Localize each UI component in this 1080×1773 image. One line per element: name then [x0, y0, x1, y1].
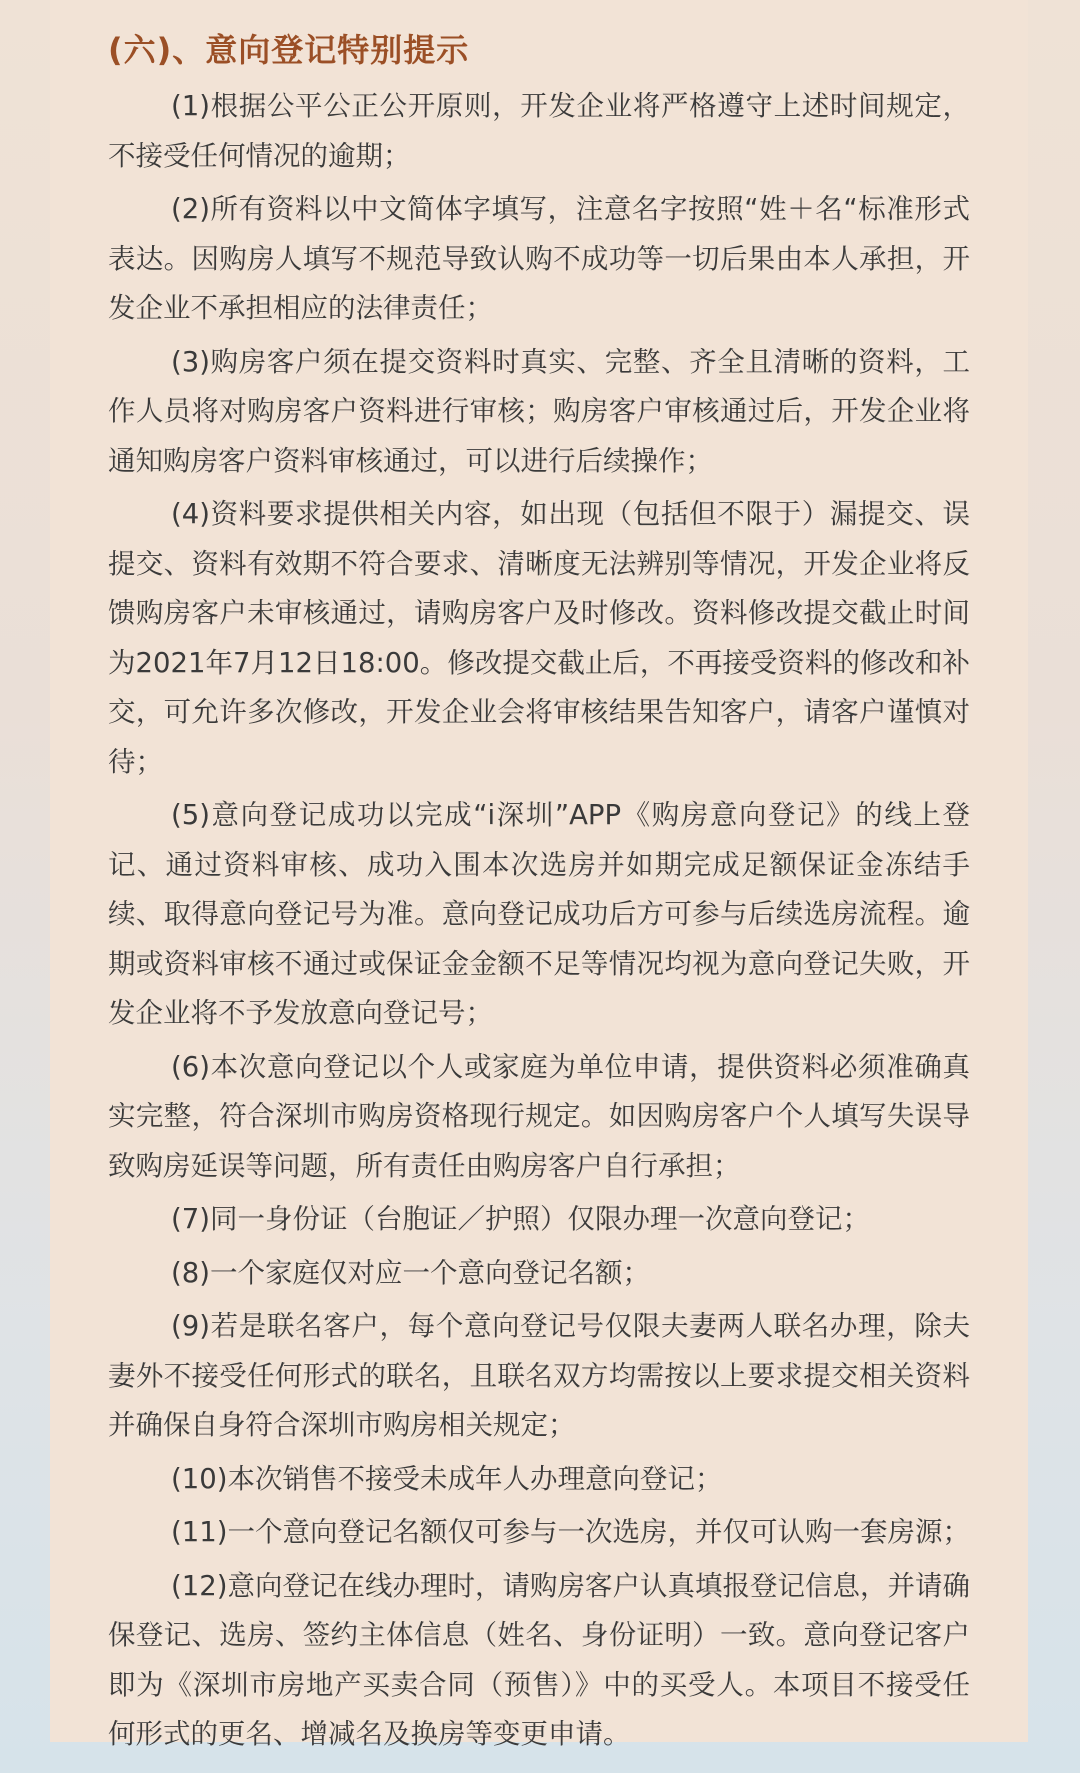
clause-4: (4)资料要求提供相关内容，如出现（包括但不限于）漏提交、误提交、资料有效期不符合要求、清晰度无法辨别等情况，开发企业将反馈购房客户未审核通过，请购房客户及时修改。资料修改提交截止时间为2021年7月12日18:00。修改提交截止后，不再接受资料的修改和补交，可允许多次修改，开发企业会将审核结果告知客户，请客户谨慎对待；: [108, 498, 970, 778]
section-title: (六)、意向登记特别提示: [108, 31, 470, 69]
clause-11: (11)一个意向登记名额仅可参与一次选房，并仅可认购一套房源；: [171, 1516, 970, 1548]
clause-7: (7)同一身份证（台胞证／护照）仅限办理一次意向登记；: [171, 1203, 870, 1235]
notice-card: [50, 0, 1028, 1750]
clause-2: (2)所有资料以中文简体字填写，注意名字按照“姓＋名“标准形式表达。因购房人填写不规范导致认购不成功等一切后果由本人承担，开发企业不承担相应的法律责任；: [108, 193, 970, 324]
clause-12: (12)意向登记在线办理时，请购房客户认真填报登记信息，并请确保登记、选房、签约主体信息（姓名、身份证明）一致。意向登记客户即为《深圳市房地产买卖合同（预售）》中的买受人。本项目不接受任何形式的更名、增减名及换房等变更申请。: [108, 1569, 970, 1750]
clause-6: (6)本次意向登记以个人或家庭为单位申请，提供资料必须准确真实完整，符合深圳市购房资格现行规定。如因购房客户个人填写失误导致购房延误等问题，所有责任由购房客户自行承担；: [108, 1050, 970, 1182]
clause-8: (8)一个家庭仅对应一个意向登记名额；: [171, 1256, 650, 1289]
clause-3: (3)购房客户须在提交资料时真实、完整、齐全且清晰的资料，工作人员将对购房客户资料进行审核；购房客户审核通过后，开发企业将通知购房客户资料审核通过，可以进行后续操作；: [108, 345, 970, 477]
clause-9: (9)若是联名客户，每个意向登记号仅限夫妻两人联名办理，除夫妻外不接受任何形式的联名，且联名双方均需按以上要求提交相关资料并确保自身符合深圳市购房相关规定；: [108, 1310, 970, 1441]
clause-1: (1)根据公平公正公开原则，开发企业将严格遵守上述时间规定，不接受任何情况的逾期；: [108, 90, 970, 172]
clause-10: (10)本次销售不接受未成年人办理意向登记；: [171, 1462, 723, 1495]
clause-5: (5)意向登记成功以完成“i深圳”APP《购房意向登记》的线上登记、通过资料审核、成功入围本次选房并如期完成足额保证金冻结手续、取得意向登记号为准。意向登记成功后方可参与后续选房流程。逾期或资料审核不通过或保证金金额不足等情况均视为意向登记失败，开发企业将不予发放意向登记号；: [108, 799, 970, 1029]
